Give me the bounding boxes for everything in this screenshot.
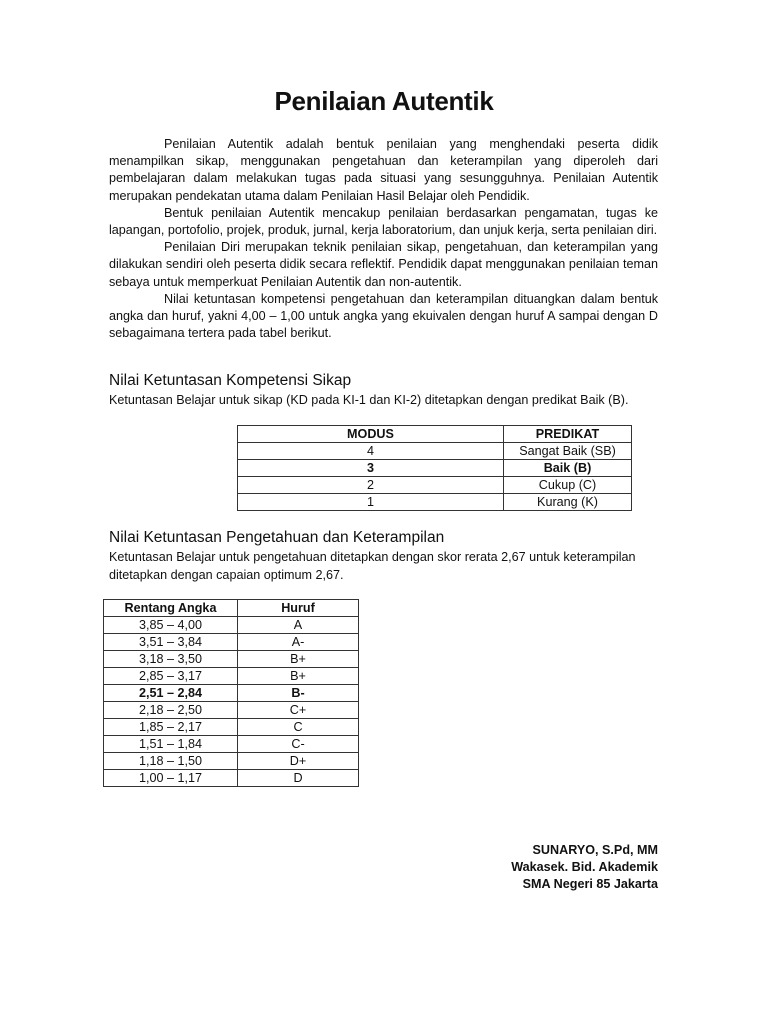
section2-text [109, 548, 636, 584]
table-cell: C [238, 719, 359, 736]
table-cell: B+ [238, 668, 359, 685]
table-cell: A- [238, 634, 359, 651]
table-cell: Kurang (K) [504, 494, 632, 511]
table-cell: 4 [238, 443, 504, 460]
table-header-row [238, 426, 632, 443]
intro-paragraph: Nilai ketuntasan kompetensi pengetahuan dan keterampilan dituangkan dalam bentuk angka dan huruf, yakni 4,00 – 1,00 untuk angka yang ekuivalen dengan huruf A sampai dengan D sebagaimana tertera pada tabel berikut. [109, 291, 658, 341]
section1-heading: Nilai Ketuntasan Kompetensi Sikap [109, 372, 352, 389]
signature-position: Wakasek. Bid. Akademik [511, 860, 658, 874]
page-title: Penilaian Autentik [274, 86, 494, 116]
table-cell: 3 [238, 460, 504, 477]
section2-heading: Nilai Ketuntasan Pengetahuan dan Keterampilan [109, 529, 445, 546]
angka-table [103, 599, 359, 787]
table-header-cell: MODUS [238, 426, 504, 443]
table-cell: B- [238, 685, 359, 702]
table-cell: 1 [238, 494, 504, 511]
section2-text-line: Ketuntasan Belajar untuk pengetahuan ditetapkan dengan skor rerata 2,67 untuk keterampilan [109, 550, 636, 564]
signature-name: SUNARYO, S.Pd, MM [532, 843, 658, 857]
table-row [104, 668, 359, 685]
table-cell: Cukup (C) [504, 477, 632, 494]
signature-block [511, 842, 658, 893]
table-row [104, 770, 359, 787]
table-cell: C+ [238, 702, 359, 719]
table-cell: 3,51 – 3,84 [104, 634, 238, 651]
table-header-cell: PREDIKAT [504, 426, 632, 443]
section2-text-line: ditetapkan dengan capaian optimum 2,67. [109, 568, 344, 582]
table-cell: 1,51 – 1,84 [104, 736, 238, 753]
table-header-cell: Huruf [238, 600, 359, 617]
table-cell: 3,18 – 3,50 [104, 651, 238, 668]
table-cell: A [238, 617, 359, 634]
table-cell: 2,18 – 2,50 [104, 702, 238, 719]
table-cell: D [238, 770, 359, 787]
table-cell: 3,85 – 4,00 [104, 617, 238, 634]
table-row [238, 443, 632, 460]
table-cell: Baik (B) [504, 460, 632, 477]
table-row [104, 753, 359, 770]
table-row [238, 494, 632, 511]
table-cell: 1,18 – 1,50 [104, 753, 238, 770]
table-cell: 1,85 – 2,17 [104, 719, 238, 736]
table-cell: B+ [238, 651, 359, 668]
table-header-row [104, 600, 359, 617]
section1-text: Ketuntasan Belajar untuk sikap (KD pada KI-1 dan KI-2) ditetapkan dengan predikat Baik (B). [109, 393, 629, 407]
table-row [238, 460, 632, 477]
table-row [104, 719, 359, 736]
table-row [104, 685, 359, 702]
table-cell: 1,00 – 1,17 [104, 770, 238, 787]
intro-paragraph: Bentuk penilaian Autentik mencakup penilaian berdasarkan pengamatan, tugas ke lapangan, portofolio, projek, produk, jurnal, kerja laboratorium, dan unjuk kerja, serta penilaian diri. [109, 205, 658, 238]
intro-paragraph: Penilaian Diri merupakan teknik penilaian sikap, pengetahuan, dan keterampilan yang dilakukan sendiri oleh peserta didik secara reflektif. Pendidik dapat menggunakan penilaian teman sebaya untuk memperkuat Penilaian Autentik dan non-autentik. [109, 240, 658, 289]
table-row [238, 477, 632, 494]
table-row [104, 736, 359, 753]
table-cell: D+ [238, 753, 359, 770]
table-cell: 2 [238, 477, 504, 494]
table-cell: 2,51 – 2,84 [104, 685, 238, 702]
table-cell: 2,85 – 3,17 [104, 668, 238, 685]
signature-school: SMA Negeri 85 Jakarta [522, 877, 658, 891]
intro-paragraph: Penilaian Autentik adalah bentuk penilaian yang menghendaki peserta didik menampilkan sikap, menggunakan pengetahuan dan keterampilan yang diperoleh dari pembelajaran dalam melakukan tugas pada situasi yang sesungguhnya. Penilaian Autentik merupakan pendekatan utama dalam Penilaian Hasil Belajar oleh Pendidik. [109, 137, 658, 203]
table-cell: Sangat Baik (SB) [504, 443, 632, 460]
table-row [104, 651, 359, 668]
table-header-cell: Rentang Angka [104, 600, 238, 617]
table-row [104, 617, 359, 634]
intro-text [109, 136, 658, 342]
table-cell: C- [238, 736, 359, 753]
table-row [104, 702, 359, 719]
sikap-table [237, 425, 632, 511]
table-row [104, 634, 359, 651]
